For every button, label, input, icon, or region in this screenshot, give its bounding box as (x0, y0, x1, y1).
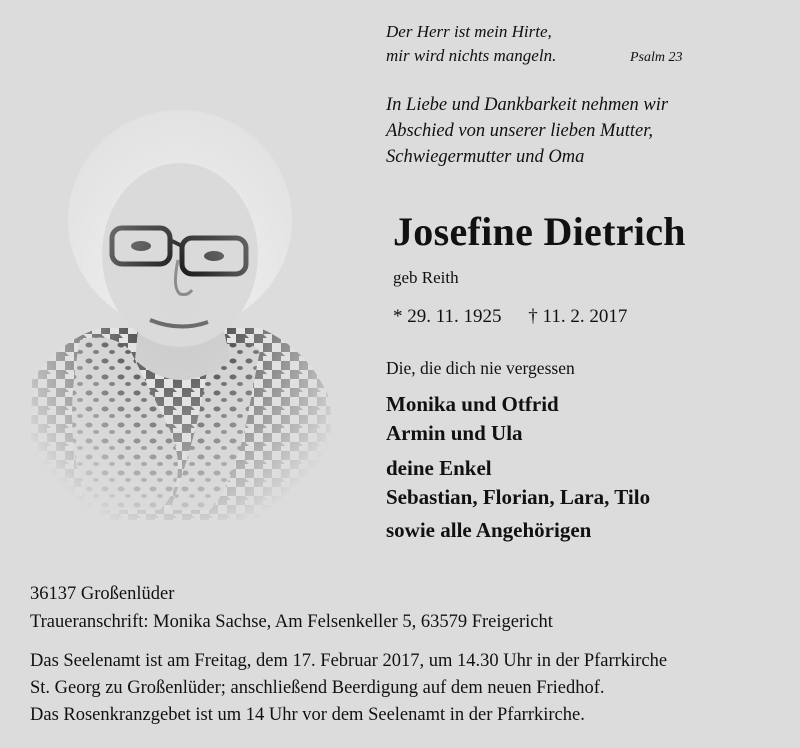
deceased-name: Josefine Dietrich (393, 209, 686, 254)
mourner-line-3: deine Enkel (386, 456, 492, 480)
mourner-line-4: Sebastian, Florian, Lara, Tilo (386, 485, 651, 509)
mourner-line-2: Armin und Ula (386, 421, 523, 445)
maiden-name: geb Reith (393, 268, 459, 287)
intro-line-3: Schwiegermutter und Oma (386, 147, 585, 167)
birth-date: * 29. 11. 1925 (393, 306, 502, 327)
city: 36137 Großenlüder (30, 584, 175, 604)
address-block (30, 580, 553, 636)
psalm-line-2: mir wird nichts mangeln. (386, 46, 557, 65)
intro-line-1: In Liebe und Dankbarkeit nehmen wir (386, 95, 669, 115)
intro-line-2: Abschied von unserer lieben Mutter, (386, 121, 653, 141)
mourners-intro: Die, die dich nie vergessen (386, 358, 575, 378)
mourner-line-5: sowie alle Angehörigen (386, 518, 592, 542)
farewell-intro (386, 92, 746, 170)
life-dates (393, 306, 627, 328)
psalm-reference: Psalm 23 (630, 50, 683, 65)
psalm-line-1: Der Herr ist mein Hirte, (386, 22, 552, 41)
service-info (30, 648, 667, 729)
mourners-list (386, 390, 650, 545)
portrait-photo (20, 100, 340, 520)
service-line-1: Das Seelenamt ist am Freitag, dem 17. Februar 2017, um 14.30 Uhr in der Pfarrkirche (30, 651, 668, 671)
service-line-2: St. Georg zu Großenlüder; anschließend Beerdigung auf dem neuen Friedhof. (30, 678, 605, 698)
death-date: † 11. 2. 2017 (528, 306, 628, 327)
mourner-line-1: Monika und Otfrid (386, 392, 559, 416)
service-line-3: Das Rosenkranzgebet ist um 14 Uhr vor dem Seelenamt in der Pfarrkirche. (30, 705, 585, 725)
mourning-address: Traueranschrift: Monika Sachse, Am Felsenkeller 5, 63579 Freigericht (30, 612, 553, 632)
psalm-quote (386, 20, 706, 68)
